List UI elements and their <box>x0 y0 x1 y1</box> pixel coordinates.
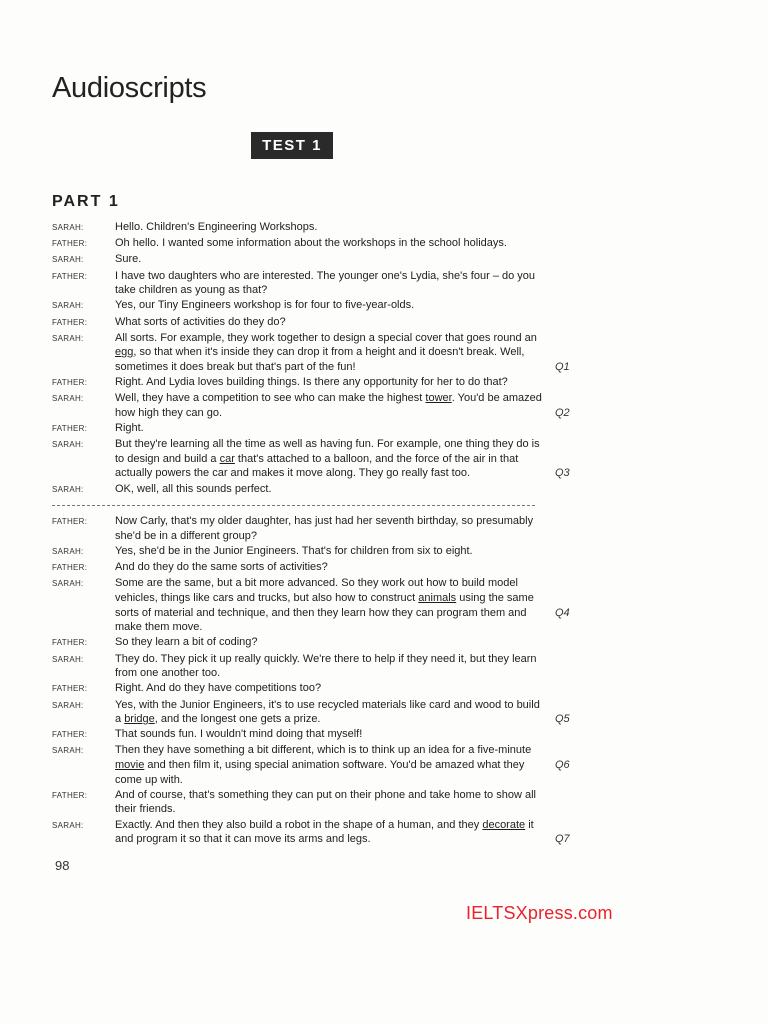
text-segment: Yes, she'd be in the Junior Engineers. That's for children from six to eight. <box>115 545 473 557</box>
dialogue-text <box>115 220 545 236</box>
speaker-label: SARAH: <box>52 700 84 710</box>
text-segment: Right. And Lydia loves building things. Is there any opportunity for her to do that? <box>115 376 508 389</box>
dialogue-line <box>52 743 612 787</box>
text-segment: That sounds fun. I wouldn't mind doing that myself! <box>115 728 363 741</box>
dialogue-line <box>52 652 612 681</box>
text-segment: Some are the same, but a bit more advanced. So they work out how to build model vehicles, things like cars and trucks, but also how to construct <box>115 577 518 604</box>
speaker-label: FATHER: <box>52 378 88 388</box>
test-badge: TEST 1 <box>251 132 333 159</box>
text-segment: , and the longest one gets a prize. <box>154 713 321 726</box>
speaker-label: FATHER: <box>52 563 88 573</box>
speaker-label: SARAH: <box>52 820 84 830</box>
dialogue-line <box>52 560 612 576</box>
dialogue-text <box>115 743 545 787</box>
dialogue-text <box>115 482 545 498</box>
text-segment: Exactly. And then they also build a robot in the shape of a human, and they <box>115 818 483 831</box>
dialogue-text <box>115 727 545 743</box>
dialogue-line <box>52 437 612 481</box>
speaker-label: SARAH: <box>52 484 84 494</box>
question-marker: Q6 <box>555 759 570 772</box>
dialogue-line <box>52 252 612 268</box>
answer-word: animals <box>418 591 457 604</box>
dialogue-line <box>52 331 612 375</box>
text-segment: All sorts. For example, they work together to design a special cover that goes round an <box>115 331 537 344</box>
text-segment: , so that when it's inside they can drop it from a height and it doesn't break. Well, sometimes it does break but that's part of the fun! <box>115 346 525 373</box>
dialogue-line <box>52 681 612 697</box>
speaker-label: SARAH: <box>52 333 84 343</box>
dialogue-text <box>115 681 545 697</box>
text-segment: Sure. <box>115 253 142 266</box>
dialogue-text <box>115 269 545 298</box>
question-marker: Q2 <box>555 406 570 419</box>
dialogue-line <box>52 514 612 543</box>
speaker-label: SARAH: <box>52 579 84 589</box>
dialogue-line <box>52 220 612 236</box>
dialogue-text <box>115 652 545 681</box>
dialogue-line <box>52 298 612 314</box>
speaker-label: SARAH: <box>52 394 84 404</box>
speaker-label: FATHER: <box>52 638 88 648</box>
dialogue-line <box>52 727 612 743</box>
dialogue-line <box>52 421 612 437</box>
dialogue-line <box>52 269 612 298</box>
text-segment: And do they do the same sorts of activities? <box>115 561 328 574</box>
speaker-label: SARAH: <box>52 746 84 756</box>
speaker-label: SARAH: <box>52 301 84 311</box>
dialogue-text <box>115 635 545 651</box>
question-marker: Q7 <box>555 833 570 846</box>
text-segment: I have two daughters who are interested. The younger one's Lydia, she's four – do you take children as young as that? <box>115 269 536 297</box>
dialogue-line <box>52 635 612 651</box>
text-segment: it and program it so that it can move its arms and legs. <box>115 818 534 846</box>
text-segment: Oh hello. I wanted some information about the workshops in the school holidays. <box>115 237 507 250</box>
dialogue-text <box>115 560 545 576</box>
speaker-label: FATHER: <box>52 317 88 327</box>
text-segment: They do. They pick it up really quickly. We're there to help if they need it, but they learn from one another too. <box>115 652 537 680</box>
text-segment: So they learn a bit of coding? <box>115 636 258 649</box>
speaker-label: FATHER: <box>52 684 88 694</box>
dialogue-text <box>115 298 545 314</box>
speaker-label: SARAH: <box>52 255 84 265</box>
dialogue-line <box>52 482 612 498</box>
dialogue-line <box>52 788 612 817</box>
section-divider <box>52 505 535 506</box>
speaker-label: FATHER: <box>52 730 88 740</box>
dialogue-text <box>115 544 545 560</box>
dialogue-line <box>52 375 612 391</box>
question-marker: Q4 <box>555 606 570 619</box>
text-segment: and then film it, using special animation software. You'd be amazed what they come up with. <box>115 759 525 786</box>
speaker-label: FATHER: <box>52 239 88 249</box>
dialogue-text <box>115 391 545 420</box>
answer-word: bridge <box>124 713 155 726</box>
speaker-label: FATHER: <box>52 271 88 281</box>
dialogue-text <box>115 818 545 847</box>
question-marker: Q5 <box>555 713 570 726</box>
answer-word: car <box>219 452 235 465</box>
question-marker: Q1 <box>555 360 570 373</box>
dialogue-text <box>115 252 545 268</box>
text-segment: . You'd be amazed how high they can go. <box>115 392 542 419</box>
speaker-label: FATHER: <box>52 424 88 434</box>
watermark: IELTSXpress.com <box>466 903 613 923</box>
answer-word: egg <box>115 346 134 359</box>
speaker-label: SARAH: <box>52 440 84 450</box>
dialogue-text <box>115 788 545 817</box>
text-segment: Yes, our Tiny Engineers workshop is for four to five-year-olds. <box>115 299 415 312</box>
dialogue-text <box>115 421 545 437</box>
dialogue-line <box>52 236 612 252</box>
text-segment: Then they have something a bit different, which is to think up an idea for a five-minute <box>115 744 532 757</box>
speaker-label: FATHER: <box>52 517 88 527</box>
text-segment: OK, well, all this sounds perfect. <box>115 482 272 495</box>
dialogue-text <box>115 315 545 331</box>
dialogue-text <box>115 375 545 391</box>
text-segment: using the same sorts of material and technique, and then they learn how they can program them and make them move. <box>115 591 534 634</box>
dialogue-text <box>115 576 545 634</box>
dialogue-line <box>52 544 612 560</box>
text-segment: Well, they have a competition to see who can make the highest <box>115 392 426 405</box>
text-segment: What sorts of activities do they do? <box>115 315 286 328</box>
text-segment: Right. And do they have competitions too? <box>115 682 322 695</box>
text-segment: Right. <box>115 422 144 435</box>
text-segment: Hello. Children's Engineering Workshops. <box>115 221 318 233</box>
answer-word: movie <box>115 759 145 772</box>
dialogue-text <box>115 236 545 252</box>
dialogue-line <box>52 576 612 634</box>
page-title: Audioscripts <box>52 72 207 104</box>
dialogue-text <box>115 331 545 375</box>
speaker-label: SARAH: <box>52 654 84 664</box>
speaker-label: SARAH: <box>52 223 84 232</box>
text-segment: But they're learning all the time as well as having fun. For example, one thing they do is to design and build a <box>115 438 540 465</box>
text-segment: And of course, that's something they can put on their phone and take home to show all their friends. <box>115 788 536 816</box>
dialogue-transcript <box>52 220 612 847</box>
dialogue-line <box>52 698 612 727</box>
dialogue-line <box>52 818 612 847</box>
speaker-label: FATHER: <box>52 790 88 800</box>
dialogue-text <box>115 437 545 481</box>
page-number: 98 <box>55 858 70 873</box>
dialogue-text <box>115 514 545 543</box>
dialogue-text <box>115 698 545 727</box>
dialogue-line <box>52 391 612 420</box>
text-segment: that's attached to a balloon, and the force of the air in that actually powers the car and makes it move along. They go really fast too. <box>115 452 519 480</box>
text-segment: Yes, with the Junior Engineers, it's to use recycled materials like card and wood to build a <box>115 698 540 726</box>
part-heading: PART 1 <box>52 193 120 210</box>
question-marker: Q3 <box>555 467 570 480</box>
answer-word: decorate <box>482 818 526 831</box>
text-segment: Now Carly, that's my older daughter, has just had her seventh birthday, so presumably she'd be in a different group? <box>115 515 534 542</box>
dialogue-line <box>52 315 612 331</box>
answer-word: tower <box>425 392 452 405</box>
speaker-label: SARAH: <box>52 547 84 556</box>
